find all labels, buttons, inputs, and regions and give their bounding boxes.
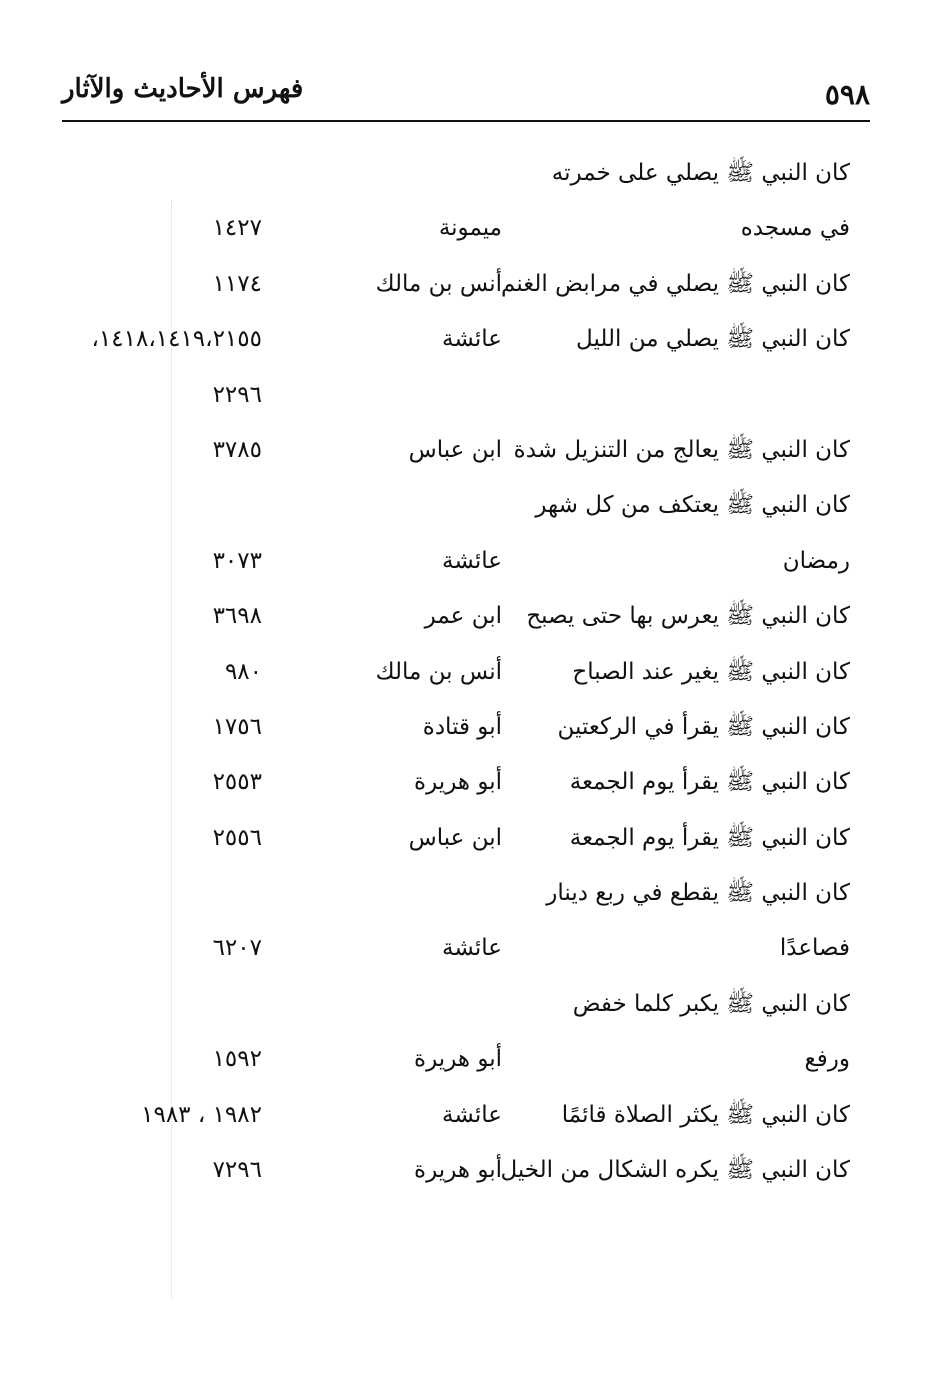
index-row [50,1092,850,1147]
index-row [50,316,850,371]
hadith-text: كان النبي ﷺ يقرأ يوم الجمعة [569,824,850,851]
hadith-text: رمضان [782,547,850,574]
hadith-text: في مسجده [740,215,850,242]
hadith-text: كان النبي ﷺ يعالج من التنزيل شدة [513,436,850,463]
hadith-refs: ٢٢٩٦ [212,381,262,408]
hadith-refs: ١٥٩٢ [212,1046,262,1073]
hadith-text: كان النبي ﷺ يعتكف من كل شهر [535,492,850,519]
index-row [50,427,850,482]
narrator: عائشة [442,547,502,574]
hadith-refs: ١٤١٨،١٤١٩،٢١٥٥، [91,326,262,353]
hadith-refs: ٣٧٨٥ [212,436,262,463]
hadith-refs: ٦٢٠٧ [212,935,262,962]
hadith-index-list [50,150,850,1202]
hadith-text: كان النبي ﷺ يقطع في ربع دينار [546,880,850,907]
hadith-refs: ٧٢٩٦ [212,1157,262,1184]
hadith-refs: ٣٠٧٣ [212,547,262,574]
index-row [50,1036,850,1091]
running-header-title: فهرس الأحاديث والآثار [62,74,304,104]
hadith-refs: ١٧٥٦ [212,713,262,740]
index-row [50,815,850,870]
index-row [50,704,850,759]
index-row [50,925,850,980]
index-row [50,261,850,316]
hadith-text: كان النبي ﷺ يغير عند الصباح [572,658,850,685]
narrator: أبو هريرة [414,769,502,796]
narrator: أنس بن مالك [375,658,502,685]
hadith-refs: ٢٥٥٦ [212,824,262,851]
hadith-refs: ٣٦٩٨ [212,603,262,630]
index-row [50,1147,850,1202]
index-row [50,759,850,814]
narrator: عائشة [442,935,502,962]
narrator: أبو هريرة [414,1046,502,1073]
index-row [50,870,850,925]
hadith-text: كان النبي ﷺ يكبر كلما خفض [572,990,850,1017]
index-row [50,482,850,537]
hadith-refs: ٩٨٠ [224,658,262,685]
narrator: أنس بن مالك [375,270,502,297]
index-row [50,649,850,704]
index-row [50,205,850,260]
narrator: ابن عباس [408,436,502,463]
narrator: ميمونة [438,215,502,242]
index-row [50,981,850,1036]
narrator: عائشة [442,1101,502,1128]
hadith-text: فصاعدًا [779,935,850,962]
hadith-text: كان النبي ﷺ يصلي من الليل [576,326,850,353]
hadith-text: كان النبي ﷺ يصلي على خمرته [551,160,850,186]
narrator: أبو قتادة [422,713,502,740]
hadith-refs: ١١٧٤ [212,270,262,297]
hadith-refs: ٢٥٥٣ [212,769,262,796]
hadith-text: كان النبي ﷺ يقرأ في الركعتين [557,713,850,740]
narrator: أبو هريرة [414,1157,502,1184]
hadith-text: كان النبي ﷺ يصلي في مرابض الغنم [501,270,850,297]
index-row [50,538,850,593]
index-row [50,150,850,205]
hadith-refs: ١٩٨٢ ، ١٩٨٣ [141,1101,262,1128]
hadith-text: ورفع [804,1046,850,1073]
page-number: ٥٩٨ [824,78,870,111]
hadith-text: كان النبي ﷺ يعرس بها حتى يصبح [526,603,850,630]
index-row [50,593,850,648]
index-row [50,372,850,427]
page-header [62,70,870,122]
narrator: ابن عمر [424,603,502,630]
narrator: ابن عباس [408,824,502,851]
hadith-text: كان النبي ﷺ يقرأ يوم الجمعة [569,769,850,796]
hadith-text: كان النبي ﷺ يكره الشكال من الخيل [500,1157,850,1184]
hadith-text: كان النبي ﷺ يكثر الصلاة قائمًا [561,1101,850,1128]
narrator: عائشة [442,326,502,353]
hadith-refs: ١٤٢٧ [212,215,262,242]
